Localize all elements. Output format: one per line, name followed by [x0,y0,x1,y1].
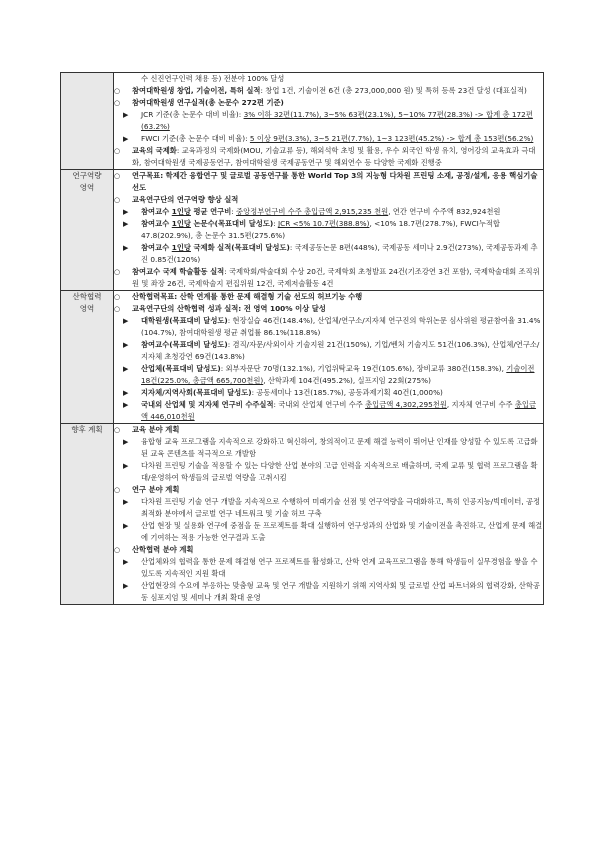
circle-bullet-icon: ○ [114,147,121,155]
sub-list-item [114,460,543,484]
triangle-bullet-icon: ▶ [123,522,129,530]
triangle-bullet-icon: ▶ [123,365,129,373]
section-body [114,291,544,424]
sub-list-item [114,520,543,544]
list-item [114,291,543,303]
sub-list-item [114,315,543,339]
list-item [114,170,543,194]
circle-bullet-icon: ○ [114,305,121,313]
list-item [114,194,543,206]
section-body [114,424,544,605]
item-text: 수 신진연구인력 채용 등) 전분야 100% 달성 [141,74,285,83]
item-text: 다차원 프린팅 기술을 적용할 수 있는 다양한 산업 분야의 고급 인력을 지속적으로 배출하며, 국제 교류 및 협력 프로그램을 확대/운영하여 학생들의 글로벌 역량을 고취시킴 [141,461,538,482]
triangle-bullet-icon: ▶ [123,220,129,228]
item-text: 참여교수 1인당 논문수(목표대비 달성도): JCR <5% 10.7편(388.8%), <10% 18.7편(278.7%), FWCI누적합 47.8(202.9%), 총 논문수 31.5편(275.6%) [141,219,500,240]
item-text: 참여대학원생 연구실적(총 논문수 272편 기준) [132,98,284,107]
list-item [114,145,543,169]
item-text: 융합형 교육 프로그램을 지속적으로 강화하고 혁신하여, 창의적이고 문제 해결 능력이 뛰어난 인재를 양성할 수 있도록 고급화된 교육 콘텐츠를 적극적으로 개발함 [141,437,538,458]
triangle-bullet-icon: ▶ [123,317,129,325]
sub-list-item [114,496,543,520]
item-text: 교육연구단의 연구역량 향상 실적 [132,195,239,204]
item-text: 국내외 산업체 및 지자체 연구비 수주실적: 국내외 산업체 연구비 수주 총입금액 4,302,295천원, 지자체 연구비 수주 총입금액 446,010천원 [141,400,537,421]
list-item [114,303,543,315]
item-text: 산학협력목표: 산학 연계를 통한 문제 해결형 기술 선도의 허브기능 수행 [132,292,363,301]
section-label: 향후 계획 [61,424,114,605]
item-text: 대학원생(목표대비 달성도): 현장실습 46건(148.4%), 산업체/연구소/지자체 연구진의 학위논문 심사위원 평균참여율 31.4%(104.7%), 참여대학원생 평균 취업률 86.1%(118.8%) [141,316,541,337]
circle-bullet-icon: ○ [114,172,121,180]
triangle-bullet-icon: ▶ [123,558,129,566]
document-page [60,72,544,605]
triangle-bullet-icon: ▶ [123,208,129,216]
item-text: 참여교수 국제 학술활동 실적: 국제학회/학술대회 수상 20건, 국제학회 초청발표 24건(기조강연 3건 포함), 국제학술대회 조직위원 및 좌장 26건, 국제학술지 편집위원 12건, 국제저술활동 4건 [132,267,540,288]
item-text: 산업 현장 및 실용화 연구에 중점을 둔 프로젝트를 확대 실행하여 연구성과의 산업화 및 기술이전을 촉진하고, 산업계 문제 해결에 기여하는 적용 가능한 연구결과 도출 [141,521,543,542]
circle-bullet-icon: ○ [114,87,121,95]
circle-bullet-icon: ○ [114,293,121,301]
item-text: 참여대학원생 창업, 기술이전, 특허 실적: 창업 1건, 기술이전 6건 (총 273,000,000 원) 및 특허 등록 23건 달성 (대표실적) [132,86,527,95]
section-label [61,73,114,170]
list-item [114,484,543,496]
sub-list-item [114,580,543,604]
sub-list-item [114,339,543,363]
sub-list-item [114,206,543,218]
item-text: 참여교수 1인당 국제화 실적(목표대비 달성도): 국제공동논문 8편(448%), 국제공동 세미나 2.9건(273%), 국제공동과제 추진 0.85건(120%) [141,243,538,264]
list-item [114,85,543,97]
sub-list-item [114,242,543,266]
list-item [114,97,543,109]
report-table [60,72,544,605]
sub-list-item [114,399,543,423]
sub-list-item [114,133,543,145]
sub-list-item [114,436,543,460]
item-text: 지자체/지역사회(목표대비 달성도): 공동세미나 13건(185.7%), 공동과제기획 40건(1,000%) [141,388,443,397]
sub-list-item [114,73,543,85]
item-text: 교육 분야 계획 [132,425,180,434]
circle-bullet-icon: ○ [114,196,121,204]
triangle-bullet-icon: ▶ [123,498,129,506]
item-text: 다차원 프린팅 기술 연구 개발을 지속적으로 수행하여 미래기술 선점 및 연구역량을 극대화하고, 특히 인공지능/빅데이터, 공정최적화 분야에서 글로벌 연구 네트워크 및 기술 허브 구축 [141,497,541,518]
circle-bullet-icon: ○ [114,99,121,107]
item-text: 참여교수(목표대비 달성도): 겸직/자문/사외이사 기술지원 21건(150%), 기업/벤처 기술지도 51건(106.3%), 산업체/연구소/지자체 초청강연 69건(143.8%) [141,340,540,361]
item-text: 연구 분야 계획 [132,485,180,494]
section-body [114,73,544,170]
circle-bullet-icon: ○ [114,268,121,276]
list-item [114,424,543,436]
sub-list-item [114,556,543,580]
triangle-bullet-icon: ▶ [123,111,129,119]
circle-bullet-icon: ○ [114,546,121,554]
triangle-bullet-icon: ▶ [123,438,129,446]
triangle-bullet-icon: ▶ [123,341,129,349]
triangle-bullet-icon: ▶ [123,135,129,143]
item-text: JCR 기준(총 논문수 대비 비율): 3% 이하 32편(11.7%), 3~5% 63편(23.1%), 5~10% 77편(28.3%) -> 합계 총 172편(63.2%) [141,110,533,131]
section-body [114,170,544,291]
triangle-bullet-icon: ▶ [123,582,129,590]
item-text: 산업체와의 협력을 통한 문제 해결형 연구 프로젝트를 활성화고, 산학 연계 교육프로그램을 통해 학생들이 실무경험을 쌓을 수 있도록 지속적인 지원 확대 [141,557,538,578]
triangle-bullet-icon: ▶ [123,401,129,409]
section-label: 연구역량 영역 [61,170,114,291]
item-text: 교육연구단의 산학협력 성과 실적: 전 영역 100% 이상 달성 [132,304,326,313]
section-row [61,424,544,605]
triangle-bullet-icon: ▶ [123,462,129,470]
item-text: 연구목표: 학제간 융합연구 및 글로벌 공동연구를 통한 World Top 3의 지능형 다차원 프린팅 소재, 공정/설계, 응용 핵심기술 선도 [132,171,538,192]
section-row [61,170,544,291]
list-item [114,266,543,290]
item-text: 산업현장의 수요에 부응하는 맞춤형 교육 및 연구 개발을 지원하기 위해 지역사회 및 글로벌 산업 파트너와의 협력강화, 산학공동 심포지엄 및 세미나 개최 확대 운영 [141,581,540,602]
triangle-bullet-icon: ▶ [123,389,129,397]
item-text: 산학협력 분야 계획 [132,545,194,554]
item-text: 참여교수 1인당 평균 연구비: 중앙정부연구비 수주 총입금액 2,915,235 천원, 연간 연구비 수주액 832,924천원 [141,207,501,216]
sub-list-item [114,109,543,133]
list-item [114,544,543,556]
sub-list-item [114,363,543,387]
circle-bullet-icon: ○ [114,486,121,494]
section-label: 산학협력 영역 [61,291,114,424]
section-row [61,291,544,424]
sub-list-item [114,387,543,399]
sub-list-item [114,218,543,242]
item-text: 교육의 국제화: 교육과정의 국제화(MOU, 기술교류 등), 해외석학 초빙 및 활용, 우수 외국인 학생 유치, 영어강의 교육효과 극대화, 참여대학원생 국제공동연구, 참여대학원생 국제공동연구 및 해외연수 등 다양한 국제화 진행중 [132,146,536,167]
item-text: 산업체(목표대비 달성도): 외부자문단 70명(132.1%), 기업위탁교육 19건(105.6%), 장비교류 380건(158.3%), 기술이전 18건(225.0%, 총금액 665,700천원), 산학과제 104건(495.2%), 실프지임 22회(275%) [141,364,535,385]
circle-bullet-icon: ○ [114,426,121,434]
section-row [61,73,544,170]
triangle-bullet-icon: ▶ [123,244,129,252]
item-text: FWCI 기준(총 논문수 대비 비율): 5 이상 9편(3.3%), 3~5 21편(7.7%), 1~3 123편(45.2%) -> 합계 총 153편(56.2%) [141,134,534,143]
